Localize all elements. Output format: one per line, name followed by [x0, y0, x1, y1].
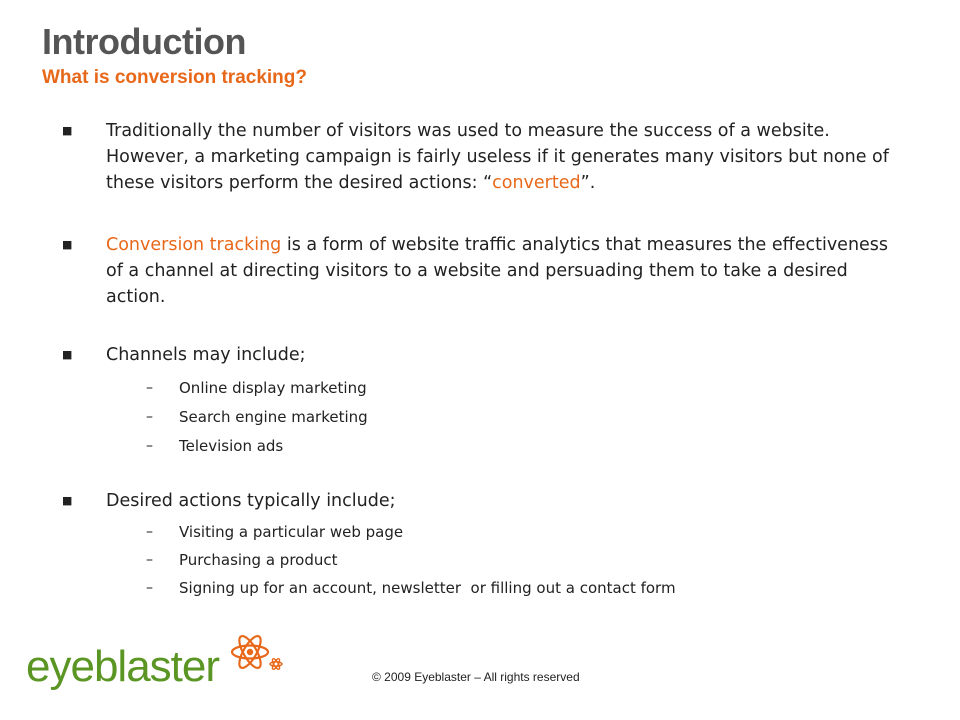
sub-item-action: Signing up for an account, newsletter or filling out a contact form — [179, 579, 676, 597]
bullet-channels: Channels may include; — [106, 345, 306, 365]
bullet-text-end: ”. — [580, 173, 596, 193]
sub-bullet-dash: – — [146, 380, 153, 396]
sub-bullet-dash: – — [146, 552, 153, 568]
sub-item-channel: Television ads — [179, 437, 284, 455]
sub-bullet-dash: – — [146, 438, 153, 454]
bullet-marker: ■ — [62, 494, 73, 507]
sub-bullet-dash: – — [146, 524, 153, 540]
bullet-conversion-tracking — [106, 232, 906, 310]
sub-bullet-dash: – — [146, 409, 153, 425]
highlight-converted: converted — [492, 173, 581, 193]
bullet-desired-actions: Desired actions typically include; — [106, 491, 396, 511]
bullet-marker: ■ — [62, 348, 73, 361]
slide-subtitle: What is conversion tracking? — [42, 67, 307, 88]
bullet-text: is a form of website traffic analytics that measures the effectiveness of a channel at directing visitors to a website and persuading them to take a desired action. — [106, 235, 889, 307]
sub-bullet-dash: – — [146, 580, 153, 596]
bullet-marker: ■ — [62, 124, 73, 137]
copyright-notice: © 2009 Eyeblaster – All rights reserved — [372, 670, 580, 684]
bullet-traditional — [106, 118, 906, 196]
logo-wordmark: eyeblaster — [26, 642, 220, 691]
sub-item-action: Purchasing a product — [179, 551, 338, 569]
highlight-conversion-tracking: Conversion tracking — [106, 235, 282, 255]
slide-title: Introduction — [42, 21, 246, 62]
atom-flower-icon — [226, 632, 292, 680]
sub-item-channel: Search engine marketing — [179, 408, 368, 426]
bullet-marker: ■ — [62, 238, 73, 251]
bullet-text: Traditionally the number of visitors was used to measure the success of a website. However, a marketing campaign is fairly useless if it generates many visitors but none of these visitors perform the desired actions: “ — [106, 121, 889, 193]
sub-item-channel: Online display marketing — [179, 379, 367, 397]
sub-item-action: Visiting a particular web page — [179, 523, 404, 541]
eyeblaster-logo — [26, 632, 276, 702]
